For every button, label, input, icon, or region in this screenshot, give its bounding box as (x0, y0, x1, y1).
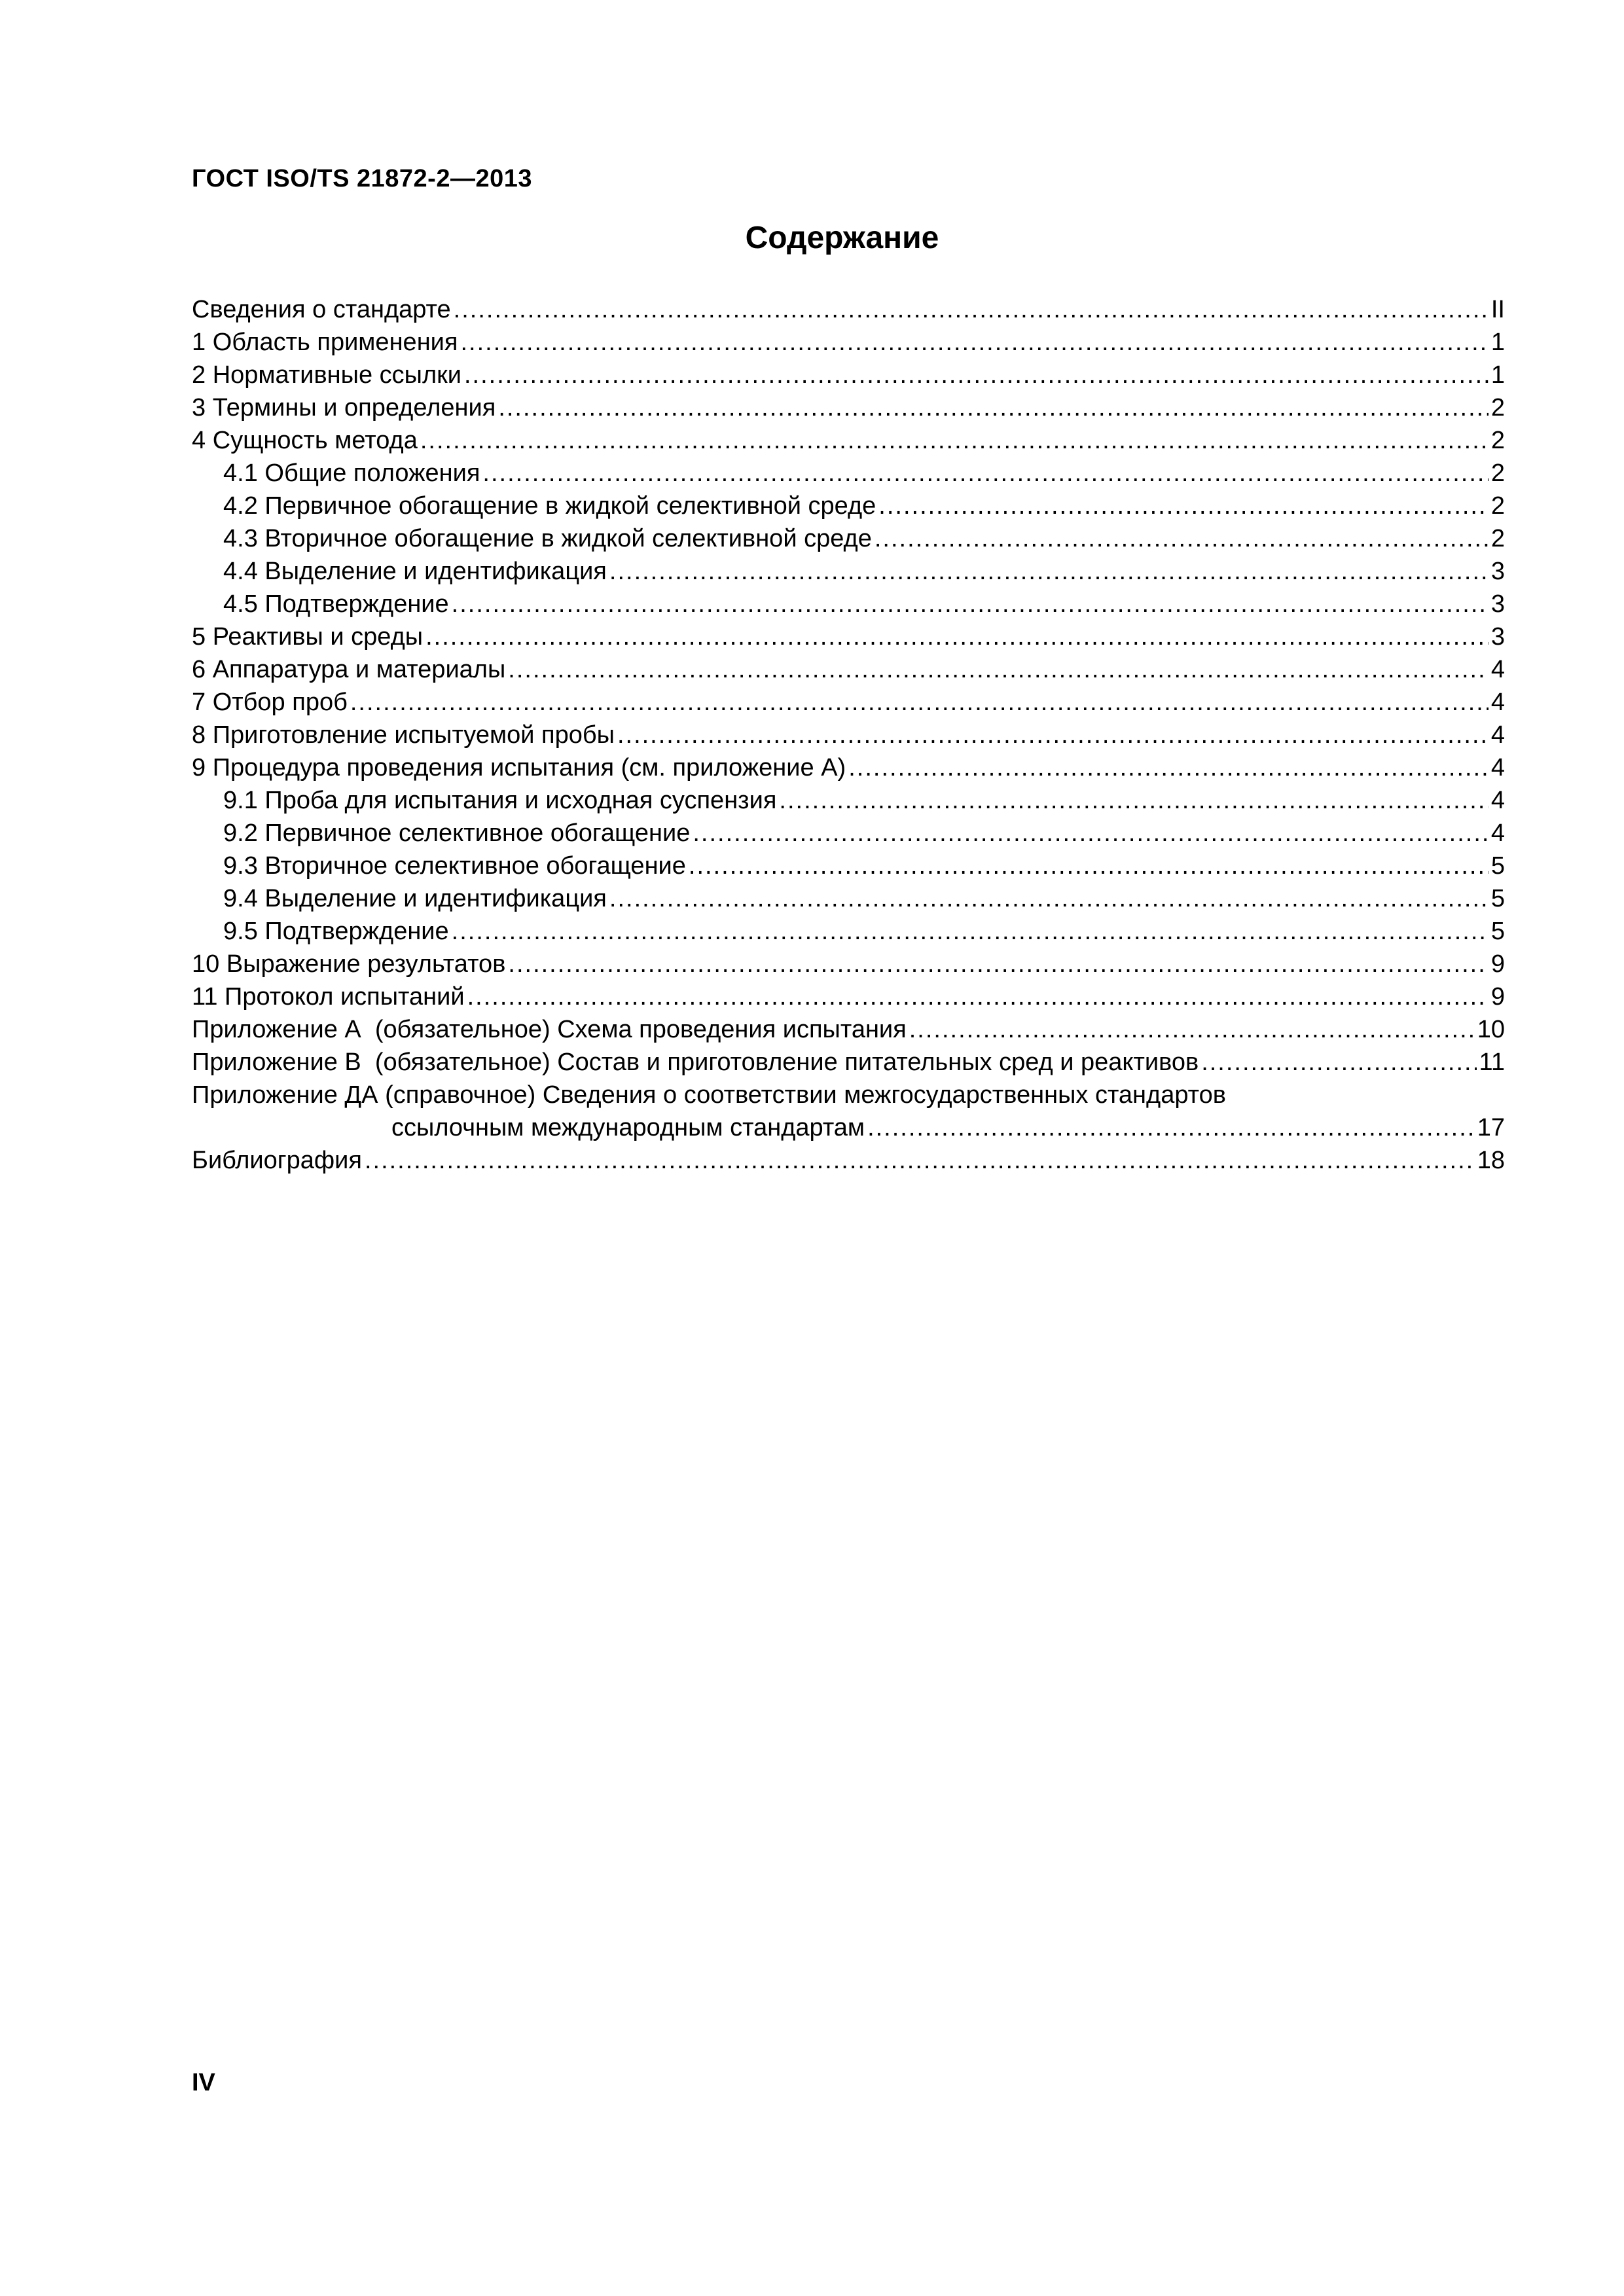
toc-entry-4-3[interactable] (192, 522, 1505, 555)
toc-entry-4-2[interactable] (192, 490, 1505, 522)
toc-entry-text: 9.2 Первичное селективное обогащение (223, 819, 691, 847)
toc-leader (425, 620, 1489, 653)
toc-entry-text: Приложение В (обязательное) Состав и приготовление питательных сред и реактивов (192, 1049, 1199, 1076)
toc-entry-text: 9.3 Вторичное селективное обогащение (223, 852, 686, 880)
toc-leader (420, 424, 1489, 457)
toc-entry-9-3[interactable] (192, 850, 1505, 882)
toc-page-number: 5 (1490, 852, 1505, 880)
toc-entry-appendix-b[interactable] (192, 1046, 1505, 1079)
toc-entry-continuation-row (192, 1111, 1505, 1144)
toc-page-number: 4 (1490, 754, 1505, 781)
toc-page-number: 1 (1490, 361, 1505, 389)
toc-leader (508, 653, 1489, 686)
toc-page-number: 9 (1490, 983, 1505, 1011)
toc-leader (609, 882, 1489, 915)
toc-page-number: 2 (1490, 459, 1505, 487)
toc-leader (350, 686, 1489, 719)
toc-entry-text: 4.2 Первичное обогащение в жидкой селективной среде (223, 492, 876, 520)
toc-page-number: 4 (1490, 656, 1505, 683)
toc-page-number: 11 (1479, 1049, 1505, 1076)
toc-entry-text: 3 Термины и определения (192, 394, 496, 422)
toc-page-number: 2 (1490, 525, 1505, 552)
toc-leader (909, 1013, 1475, 1046)
toc-page-number: 2 (1490, 427, 1505, 454)
toc-leader (460, 326, 1488, 359)
toc-page-number: 1 (1490, 329, 1505, 356)
toc-entry-text: 9.4 Выделение и идентификация (223, 885, 607, 912)
toc-entry-text: Сведения о стандарте (192, 296, 451, 323)
document-id-header: ГОСТ ISO/TS 21872-2—2013 (192, 165, 532, 192)
toc-leader (365, 1144, 1475, 1177)
toc-leader (482, 457, 1488, 490)
toc-entry-text: Приложение А (обязательное) Схема проведения испытания (192, 1016, 907, 1043)
toc-entry-text: 4 Сущность метода (192, 427, 418, 454)
toc-entry-4[interactable] (192, 424, 1505, 457)
toc-page-number: 10 (1477, 1016, 1505, 1043)
toc-title: Содержание (745, 221, 939, 255)
toc-entry-9-1[interactable] (192, 784, 1505, 817)
toc-page-number: 18 (1477, 1147, 1505, 1174)
toc-entry-bibliography[interactable] (192, 1144, 1505, 1177)
toc-leader (878, 490, 1489, 522)
toc-page-number: 3 (1490, 590, 1505, 618)
toc-leader (498, 391, 1489, 424)
toc-entry-9-4[interactable] (192, 882, 1505, 915)
toc-entry-4-1[interactable] (192, 457, 1505, 490)
toc-entry-text: 9 Процедура проведения испытания (см. приложение А) (192, 754, 846, 781)
toc-entry-4-5[interactable] (192, 588, 1505, 620)
toc-entry-9-2[interactable] (192, 817, 1505, 850)
toc-page-number: 5 (1490, 885, 1505, 912)
toc-page-number: 2 (1490, 394, 1505, 422)
toc-entry-text: 11 Протокол испытаний (192, 983, 465, 1011)
toc-entry-text: 4.3 Вторичное обогащение в жидкой селективной среде (223, 525, 872, 552)
toc-entry-text: 2 Нормативные ссылки (192, 361, 461, 389)
page-number-footer: IV (192, 2069, 215, 2096)
toc-entry-text: 4.4 Выделение и идентификация (223, 558, 607, 585)
toc-entry-appendix-a[interactable] (192, 1013, 1505, 1046)
toc-page-number: 4 (1490, 689, 1505, 716)
toc-page-number: 3 (1490, 623, 1505, 651)
toc-page-number: 2 (1490, 492, 1505, 520)
toc-leader (452, 588, 1489, 620)
toc-entry-text: 6 Аппаратура и материалы (192, 656, 506, 683)
toc-entry-text: 4.5 Подтверждение (223, 590, 449, 618)
toc-leader (609, 555, 1489, 588)
toc-page-number: 4 (1490, 787, 1505, 814)
toc-page-number: 17 (1477, 1114, 1505, 1141)
toc-entry-text: 8 Приготовление испытуемой пробы (192, 721, 615, 749)
toc-leader (689, 850, 1489, 882)
toc-entry-4-4[interactable] (192, 555, 1505, 588)
toc-entry-text-continuation: ссылочным международным стандартам (391, 1114, 865, 1141)
toc-page-number: 3 (1490, 558, 1505, 585)
toc-entry-text: Библиография (192, 1147, 362, 1174)
toc-entry-text: 1 Область применения (192, 329, 458, 356)
toc-entry-text: Приложение ДА (справочное) Сведения о соответствии межгосударственных стандартов (192, 1081, 1226, 1109)
toc-page-number: 4 (1490, 721, 1505, 749)
toc-page-number: 5 (1490, 918, 1505, 945)
toc-entry-5[interactable] (192, 620, 1505, 653)
toc-leader (617, 719, 1489, 751)
toc-entry-text: 7 Отбор проб (192, 689, 348, 716)
toc-leader (848, 751, 1489, 784)
toc-leader (464, 359, 1489, 391)
toc-entry-text: 4.1 Общие положения (223, 459, 480, 487)
toc-page-number: 4 (1490, 819, 1505, 847)
toc-entry-appendix-da[interactable] (192, 1079, 1505, 1144)
toc-leader (875, 522, 1489, 555)
toc-leader (452, 915, 1489, 948)
toc-leader (508, 948, 1488, 980)
toc-entry-9[interactable] (192, 751, 1505, 784)
toc-leader (693, 817, 1489, 850)
toc-leader (454, 293, 1489, 326)
toc-leader (1201, 1046, 1476, 1079)
toc-leader (867, 1111, 1475, 1144)
toc-leader (779, 784, 1488, 817)
toc-page-number: II (1490, 296, 1505, 323)
toc-page-number: 9 (1490, 950, 1505, 978)
toc-entry-text: 9.5 Подтверждение (223, 918, 449, 945)
toc-entry-8[interactable] (192, 719, 1505, 751)
toc-leader (467, 980, 1489, 1013)
toc-entry-about-standard[interactable] (192, 293, 1505, 326)
toc-entry-6[interactable] (192, 653, 1505, 686)
toc-entry-7[interactable] (192, 686, 1505, 719)
toc-entry-2[interactable] (192, 359, 1505, 391)
table-of-contents (192, 293, 1505, 1177)
toc-entry-1[interactable] (192, 326, 1505, 359)
toc-entry-text: 10 Выражение результатов (192, 950, 506, 978)
toc-entry-11[interactable] (192, 980, 1505, 1013)
toc-entry-text: 9.1 Проба для испытания и исходная суспензия (223, 787, 777, 814)
toc-entry-text: 5 Реактивы и среды (192, 623, 424, 651)
toc-entry-9-5[interactable] (192, 915, 1505, 948)
toc-entry-10[interactable] (192, 948, 1505, 980)
toc-entry-3[interactable] (192, 391, 1505, 424)
